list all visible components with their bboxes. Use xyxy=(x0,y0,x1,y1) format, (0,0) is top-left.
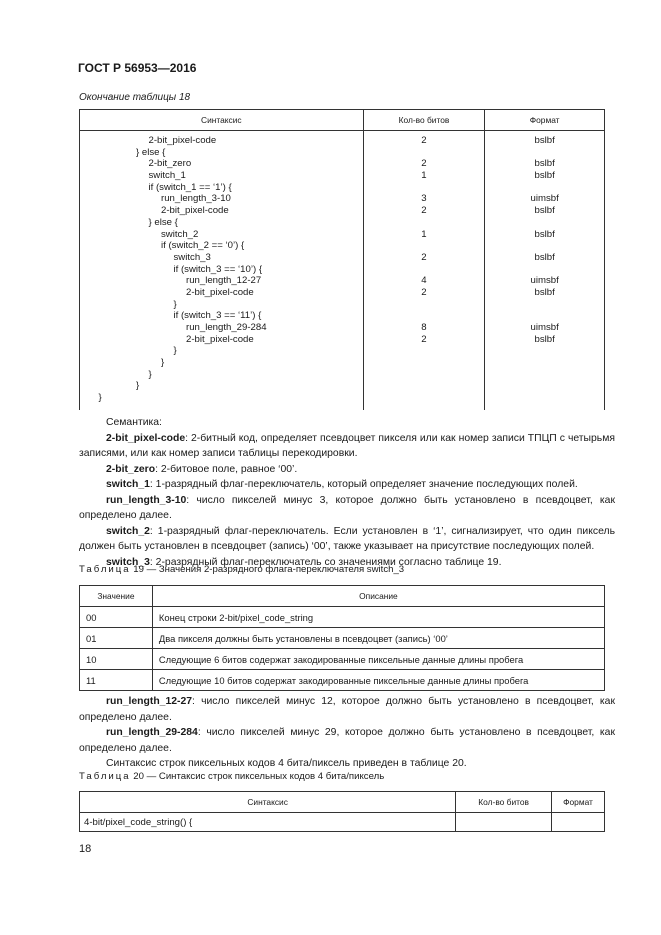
table18-syntax-line: run_length_12-27 xyxy=(186,275,262,287)
table18-bits-value: 2 xyxy=(421,205,427,217)
semantics-title: Семантика: xyxy=(106,417,162,428)
table19-value: 00 xyxy=(80,607,153,628)
semantics-item xyxy=(79,462,615,478)
table18-format-value: uimsbf xyxy=(530,275,559,287)
table18-format-value xyxy=(485,240,604,252)
semantics-item xyxy=(79,477,615,493)
table20-bits xyxy=(456,813,552,832)
table18-syntax-line: run_length_3-10 xyxy=(161,193,231,205)
table18-syntax-line: } xyxy=(173,298,177,310)
table18-bits-value xyxy=(364,217,485,229)
semantics-text: : число пикселей минус 29, которое должно быть установлено в псевдоцвет, как определено далее. xyxy=(79,727,615,754)
table19-value: 11 xyxy=(80,670,153,691)
semantics-term: switch_2 xyxy=(106,525,150,537)
table18-syntax-line: 2-bit_pixel-code xyxy=(161,205,229,217)
table19-desc: Два пикселя должны быть установлены в псевдоцвет (запись) ‘00’ xyxy=(152,628,604,649)
table18-bits-value xyxy=(364,357,485,369)
table18-syntax-line: 2-bit_pixel-code xyxy=(186,333,254,345)
table20-syntax: 4-bit/pixel_code_string() { xyxy=(80,813,456,832)
table18-format-value: bslbf xyxy=(534,170,555,182)
semantics-item xyxy=(79,725,615,756)
table18-bits-value xyxy=(364,310,485,322)
semantics-text: : 2-битовое поле, равное ‘00’. xyxy=(155,463,298,475)
semantics-item xyxy=(79,524,615,555)
semantics-text: : 1-разрядный флаг-переключатель. Если установлен в ‘1’, сигнализирует, что один пиксель должен быть установлен в псевдоцвет (запись) ‘00’, также указывает на присутствие последующих полей. xyxy=(79,525,615,552)
table18-bits-value xyxy=(364,392,485,404)
table18-syntax-cell xyxy=(80,131,364,410)
semantics-text: : 2-битный код, определяет псевдоцвет пикселя или как номер записи ТПЦП с четырьмя записями, или как номер записи таблицы перекодировки. xyxy=(79,432,615,459)
table-row xyxy=(80,649,605,670)
table18-format-value: bslbf xyxy=(534,158,555,170)
table18-bits-value: 2 xyxy=(421,135,427,146)
table19-col-desc: Описание xyxy=(152,586,604,607)
table18-bits-value: 8 xyxy=(421,322,427,333)
table18-format-value: bslbf xyxy=(534,286,555,298)
page-number: 18 xyxy=(79,843,92,855)
semantics-item xyxy=(79,493,615,524)
table18-syntax-line: if (switch_3 == ‘11’) { xyxy=(173,310,262,322)
table18-syntax-line: } else { xyxy=(148,216,178,228)
table18-bits-value xyxy=(364,369,485,381)
table19-value: 01 xyxy=(80,628,153,649)
table18-bits-cell xyxy=(363,131,485,410)
table20-format xyxy=(552,813,605,832)
table18-bits-value xyxy=(364,240,485,252)
table18-bits-value xyxy=(364,380,485,392)
table19-caption xyxy=(79,564,404,575)
table20-caption xyxy=(79,771,384,782)
table-row xyxy=(80,607,605,628)
table18-format-value xyxy=(485,147,604,159)
table18-bits-value: 1 xyxy=(421,228,427,240)
table18-syntax-line: if (switch_2 == ‘0’) { xyxy=(161,240,245,252)
table18-syntax-line: switch_1 xyxy=(148,170,186,182)
table18-col-syntax: Синтаксис xyxy=(80,110,364,131)
table18-bits-value xyxy=(364,299,485,311)
semantics-item xyxy=(79,431,615,462)
table18-format-value xyxy=(485,264,604,276)
table18-syntax-line: switch_3 xyxy=(173,251,211,263)
table20-label: Таблица xyxy=(79,771,131,782)
table18-col-bits: Кол-во битов xyxy=(363,110,485,131)
semantics-text: : число пикселей минус 12, которое должно быть установлено в псевдоцвет, как определено далее. xyxy=(79,696,615,723)
table18-format-value xyxy=(485,310,604,322)
table18-format-value: bslbf xyxy=(534,205,555,217)
table18-bits-value xyxy=(364,182,485,194)
table18-bits-value: 2 xyxy=(421,251,427,263)
table18-format-value xyxy=(485,299,604,311)
table18-format-value xyxy=(485,357,604,369)
table18-caption: Окончание таблицы 18 xyxy=(79,92,191,103)
document-header: ГОСТ Р 56953—2016 xyxy=(78,61,197,75)
table18-format-value: uimsbf xyxy=(530,193,559,205)
table18-syntax-line: if (switch_3 == ‘10’) { xyxy=(173,263,263,275)
semantics-term: 2-bit_pixel-code xyxy=(106,432,186,444)
semantics-text: : 2-разрядный флаг-переключатель со значениями согласно таблице 19. xyxy=(149,556,502,568)
table-19 xyxy=(79,585,605,691)
table18-format-value xyxy=(485,369,604,381)
table19-desc: Следующие 10 битов содержат закодированные пиксельные данные длины пробега xyxy=(152,670,604,691)
table18-syntax-line: 2-bit_pixel-code xyxy=(186,286,254,298)
semantics-term: 2-bit_zero xyxy=(106,463,156,475)
table-row xyxy=(80,670,605,691)
table18-bits-value: 2 xyxy=(421,333,427,345)
table18-bits-value xyxy=(364,345,485,357)
semantics-text: : число пикселей минус 3, которое должно быть установлено в псевдоцвет, как определено далее. xyxy=(79,494,615,521)
table18-format-value: bslbf xyxy=(534,333,555,345)
table18-syntax-line: } else { xyxy=(136,146,166,158)
table18-syntax-line: } xyxy=(148,368,152,380)
semantics-term: switch_1 xyxy=(106,479,150,490)
semantics-note: Синтаксис строк пиксельных кодов 4 бита/пиксель приведен в таблице 20. xyxy=(106,758,467,769)
table18-format-value xyxy=(485,392,604,404)
semantics-term: run_length_3-10 xyxy=(106,494,187,506)
table-row xyxy=(80,813,605,832)
table18-bits-value: 1 xyxy=(421,170,427,182)
table18-bits-value: 4 xyxy=(421,275,427,287)
table18-syntax-line: 2-bit_pixel-code xyxy=(148,135,217,146)
table-18 xyxy=(79,109,605,410)
table18-format-value: bslbf xyxy=(534,135,555,146)
table19-desc: Следующие 6 битов содержат закодированные пиксельные данные длины пробега xyxy=(152,649,604,670)
table18-bits-value: 2 xyxy=(421,158,427,170)
table19-value: 10 xyxy=(80,649,153,670)
table18-format-value xyxy=(485,345,604,357)
table18-format-value xyxy=(485,217,604,229)
table18-syntax-line: } xyxy=(173,345,177,357)
table20-title: 20 — Синтаксис строк пиксельных кодов 4 бита/пиксель xyxy=(130,771,385,782)
table18-bits-value: 3 xyxy=(421,193,427,205)
table18-format-value xyxy=(485,380,604,392)
table-row xyxy=(80,628,605,649)
semantics-term: run_length_12-27 xyxy=(106,696,193,707)
table20-col-format: Формат xyxy=(552,792,605,813)
table18-format-value: uimsbf xyxy=(530,322,559,333)
table18-format-value xyxy=(485,182,604,194)
table18-col-format: Формат xyxy=(485,110,605,131)
table20-col-syntax: Синтаксис xyxy=(80,792,456,813)
table18-syntax-line: } xyxy=(161,357,165,369)
table19-label: Таблица xyxy=(79,564,131,575)
table18-bits-value xyxy=(364,147,485,159)
semantics-term: run_length_29-284 xyxy=(106,727,198,738)
table19-col-value: Значение xyxy=(80,586,153,607)
table18-syntax-line: switch_2 xyxy=(161,228,199,240)
table18-syntax-line: run_length_29-284 xyxy=(186,322,267,333)
table19-desc: Конец строки 2-bit/pixel_code_string xyxy=(152,607,604,628)
table18-syntax-line: if (switch_1 == ‘1’) { xyxy=(148,181,232,193)
table18-syntax-line: 2-bit_zero xyxy=(148,158,192,170)
semantics-term: switch_3 xyxy=(106,556,150,568)
table18-syntax-line: } xyxy=(136,380,140,392)
table-20 xyxy=(79,791,605,832)
table18-format-value: bslbf xyxy=(534,228,555,240)
table18-bits-value: 2 xyxy=(421,286,427,298)
table18-format-cell xyxy=(485,131,605,410)
semantics2-block xyxy=(79,694,615,772)
semantics-item xyxy=(79,694,615,725)
table18-format-value: bslbf xyxy=(534,251,555,263)
semantics-block xyxy=(79,415,615,570)
table18-syntax-line: } xyxy=(98,392,102,404)
table20-col-bits: Кол-во битов xyxy=(456,792,552,813)
table19-title: 19 — Значения 2-разрядного флага-переключателя switch_3 xyxy=(130,564,405,575)
semantics-text: : 1-разрядный флаг-переключатель, который определяет значение последующих полей. xyxy=(149,479,578,490)
table18-bits-value xyxy=(364,264,485,276)
